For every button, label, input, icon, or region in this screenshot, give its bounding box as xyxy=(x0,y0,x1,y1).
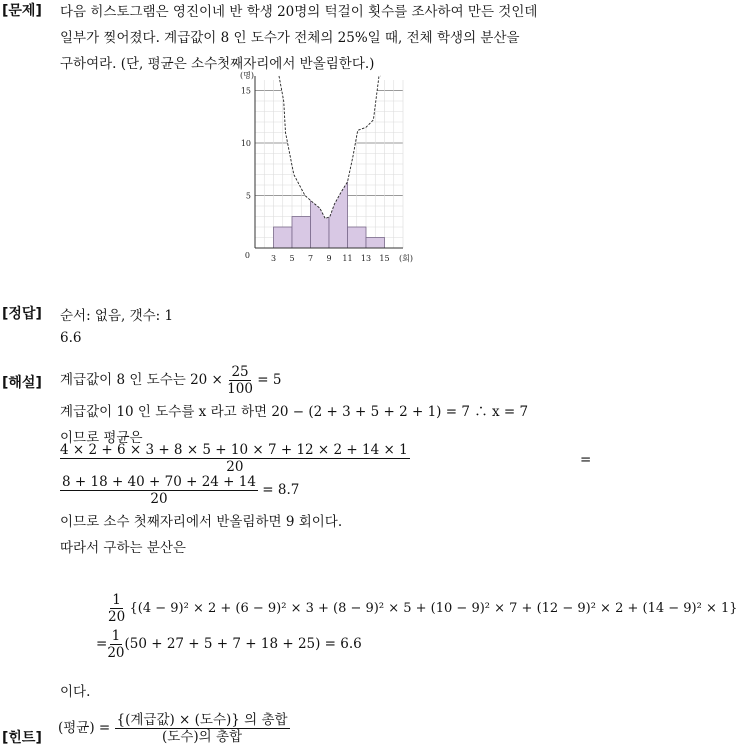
variance-line-2 xyxy=(96,628,362,661)
solution-line-6: 이다. xyxy=(60,684,91,700)
hint-tag: [힌트] xyxy=(2,730,42,746)
hint-num: {(계급값) × (도수)} 의 총합 xyxy=(116,712,288,728)
histogram-chart xyxy=(225,70,420,275)
x-tick-label: 5 xyxy=(289,254,295,263)
hint-pre: (평균) = xyxy=(58,720,111,737)
solution-tag: [해설] xyxy=(2,375,42,391)
answer-line-2: 6.6 xyxy=(60,330,82,346)
histogram-bar xyxy=(292,217,311,249)
var-den: 20 xyxy=(108,609,126,626)
mean2-post: = 8.7 xyxy=(262,482,300,499)
hint-formula xyxy=(58,712,290,745)
histogram-bar xyxy=(348,227,367,248)
x-tick-label: 9 xyxy=(326,254,332,263)
solution-l1-post: = 5 xyxy=(257,372,282,389)
frac-num: 25 xyxy=(231,364,249,380)
variance-line-1 xyxy=(108,592,738,625)
problem-tag: [문제] xyxy=(2,3,42,19)
problem-line-3: 구하여라. (단, 평균은 소수첫째자리에서 반올림한다.) xyxy=(60,56,375,72)
mean2-den: 20 xyxy=(150,491,168,508)
x-tick-label: 7 xyxy=(307,254,314,263)
solution-line-5: 따라서 구하는 분산은 xyxy=(60,540,186,556)
mean2-num: 8 + 18 + 40 + 70 + 24 + 14 xyxy=(62,474,256,490)
hint-den: (도수)의 총합 xyxy=(162,729,243,746)
answer-tag: [정답] xyxy=(2,306,42,322)
frac-den: 100 xyxy=(227,381,253,398)
solution-line-2: 계급값이 10 인 도수를 x 라고 하면 20 − (2 + 3 + 5 + 2 + 1) = 7 ∴ x = 7 xyxy=(60,404,529,420)
y-axis-label: (명) xyxy=(240,71,254,80)
histogram-bar xyxy=(366,238,385,249)
problem-line-2: 일부가 찢어졌다. 계급값이 8 인 도수가 전체의 25%일 때, 전체 학생의 분산을 xyxy=(60,30,520,46)
solution-line-1 xyxy=(60,364,281,397)
mean2-fraction xyxy=(60,474,299,507)
y-tick-label: 5 xyxy=(245,191,251,201)
y-tick-label: 15 xyxy=(240,86,251,96)
var-body: {(4 − 9)² × 2 + (6 − 9)² × 3 + (8 − 9)² × 5 + (10 − 9)² × 7 + (12 − 9)² × 2 + (14 − 9)² × 1} xyxy=(129,601,738,617)
x-axis-label: (회) xyxy=(399,254,413,263)
problem-line-1: 다음 히스토그램은 영진이네 반 학생 20명의 턱걸이 횟수를 조사하여 만든 것인데 xyxy=(60,4,538,20)
x-tick-label: 11 xyxy=(342,254,353,263)
y-tick-label: 10 xyxy=(240,139,251,148)
histogram-bar xyxy=(274,227,293,248)
mean-eq-sign: = xyxy=(580,452,592,468)
var2-post: (50 + 27 + 5 + 7 + 18 + 25) = 6.6 xyxy=(124,636,362,653)
solution-line-4: 이므로 소수 첫째자리에서 반올림하면 9 회이다. xyxy=(60,514,343,530)
mean-den: 20 xyxy=(226,459,244,476)
x-tick-label: 3 xyxy=(270,254,277,263)
var-num: 1 xyxy=(112,592,121,608)
solution-line-3: 이므로 평균은 xyxy=(60,430,143,446)
x-tick-label: 15 xyxy=(379,254,390,263)
solution-l1-pre: 계급값이 8 인 도수는 20 × xyxy=(60,372,223,389)
mean-fraction xyxy=(60,442,410,475)
torn-region xyxy=(279,76,381,219)
var2-den: 20 xyxy=(107,645,125,662)
var2-num: 1 xyxy=(111,628,121,644)
x-tick-label: 13 xyxy=(360,254,372,263)
fraction-25-100 xyxy=(227,364,253,397)
var2-pre: = xyxy=(96,636,108,653)
mean-num: 4 × 2 + 6 × 3 + 8 × 5 + 10 × 7 + 12 × 2 + 14 × 1 xyxy=(60,442,408,458)
answer-line-1: 순서: 없음, 갯수: 1 xyxy=(60,308,174,324)
origin-label: 0 xyxy=(244,251,250,260)
